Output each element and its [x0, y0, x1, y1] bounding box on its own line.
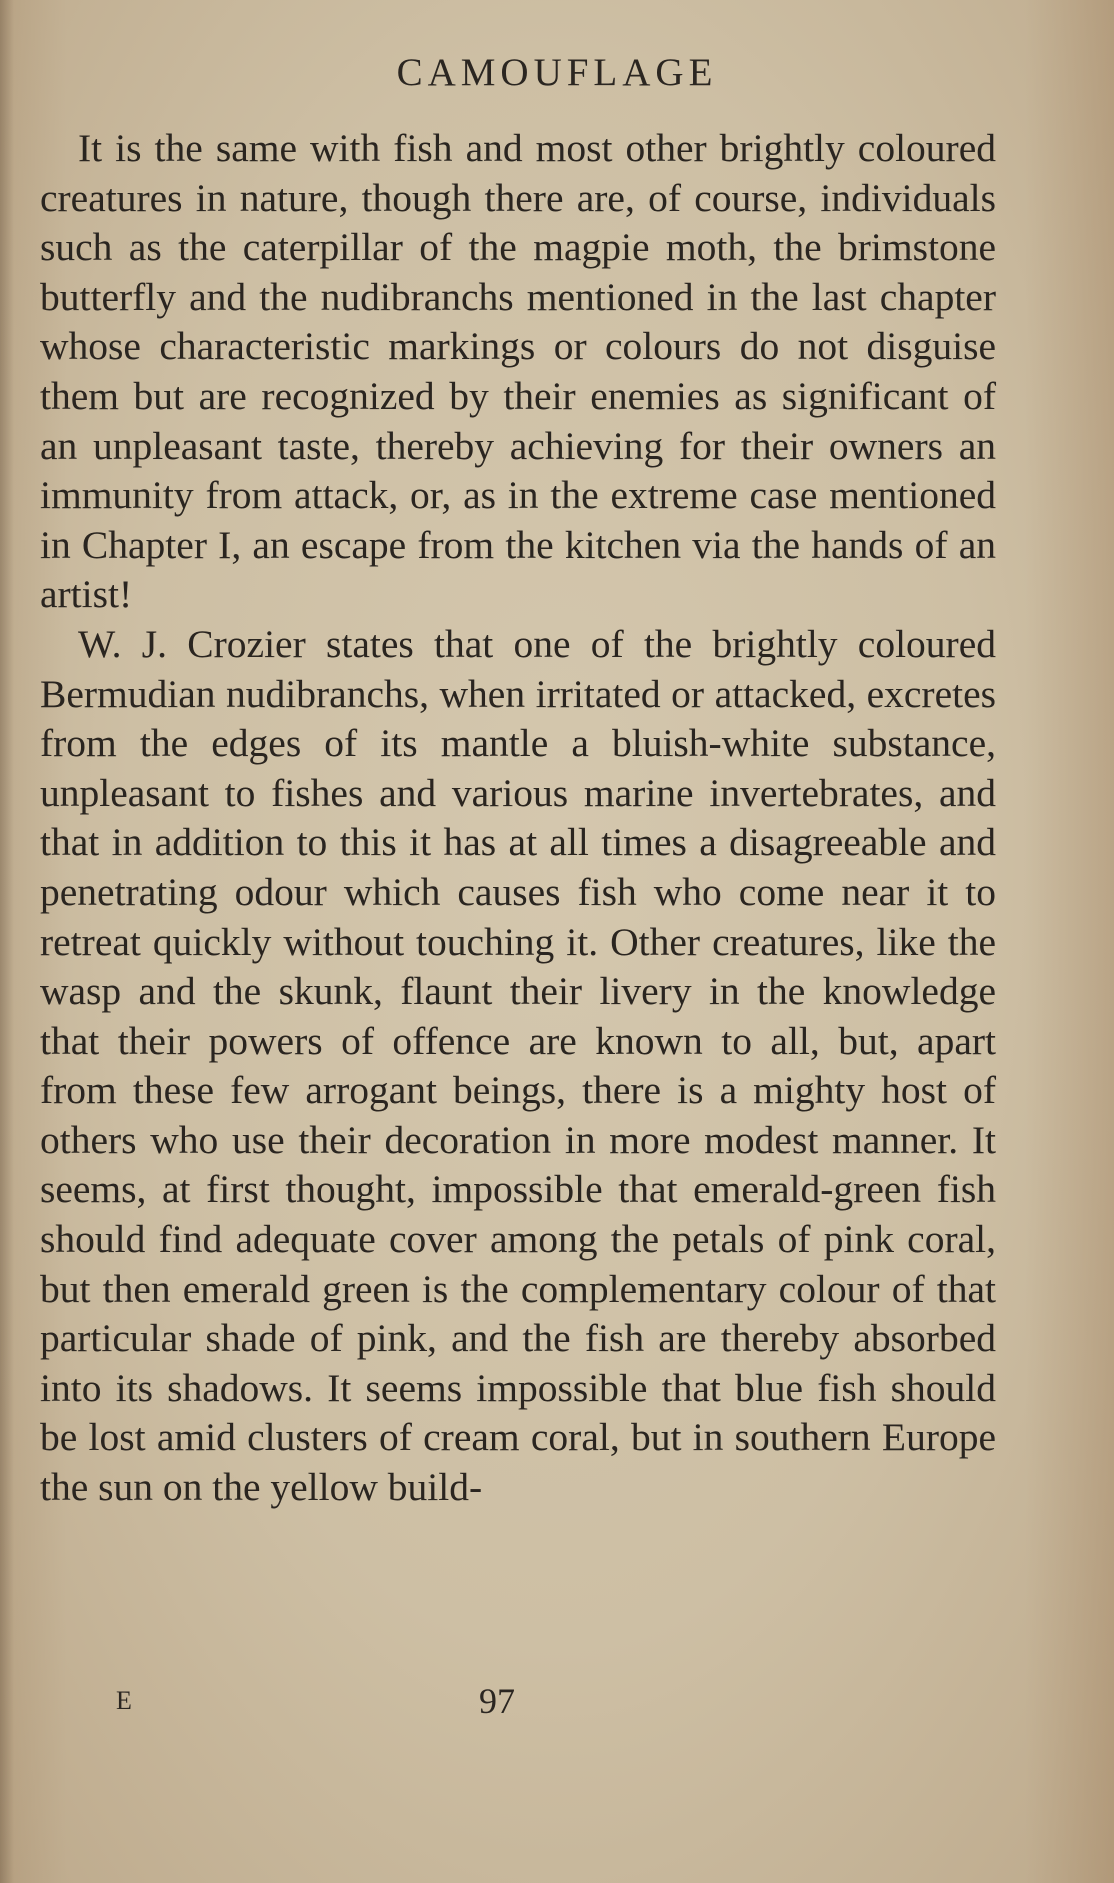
paragraph-1: It is the same with fish and most other brightly coloured creatures in nature, though there are, of course, individuals such as the caterpillar of the magpie moth, the brimstone butterfly and the nudibranchs mentioned in the last chapter whose characteristic markings or colours do not disguise them but are recognized by their enemies as significant of an unpleasant taste, thereby achieving for their owners an immunity from attack, or, as in the extreme case mentioned in Chapter I, an escape from the kitchen via the hands of an artist! — [40, 126, 996, 617]
page-number: 97 — [479, 1681, 515, 1721]
body-text — [40, 124, 996, 1513]
signature-mark: E — [116, 1686, 132, 1715]
page-gutter-shadow — [0, 0, 14, 1883]
paragraph-2: W. J. Crozier states that one of the brightly coloured Bermudian nudibranchs, when irritated or attacked, excretes from the edges of its mantle a bluish-white substance, unpleasant to fishes and various marine invertebrates, and that in addition to this it has at all times a disagreeable and penetrating odour which causes fish who come near it to retreat quickly without touching it. Other creatures, like the wasp and the skunk, flaunt their livery in the knowledge that their powers of offence are known to all, but, apart from these few arrogant beings, there is a mighty host of others who use their decoration in more modest manner. It seems, at first thought, impossible that emerald-green fish should find adequate cover among the petals of pink coral, but then emerald green is the complementary colour of that particular shade of pink, and the fish are thereby absorbed into its shadows. It seems impossible that blue fish should be lost amid clusters of cream coral, but in southern Europe the sun on the yellow build- — [40, 621, 996, 1510]
running-head: CAMOUFLAGE — [396, 51, 718, 94]
